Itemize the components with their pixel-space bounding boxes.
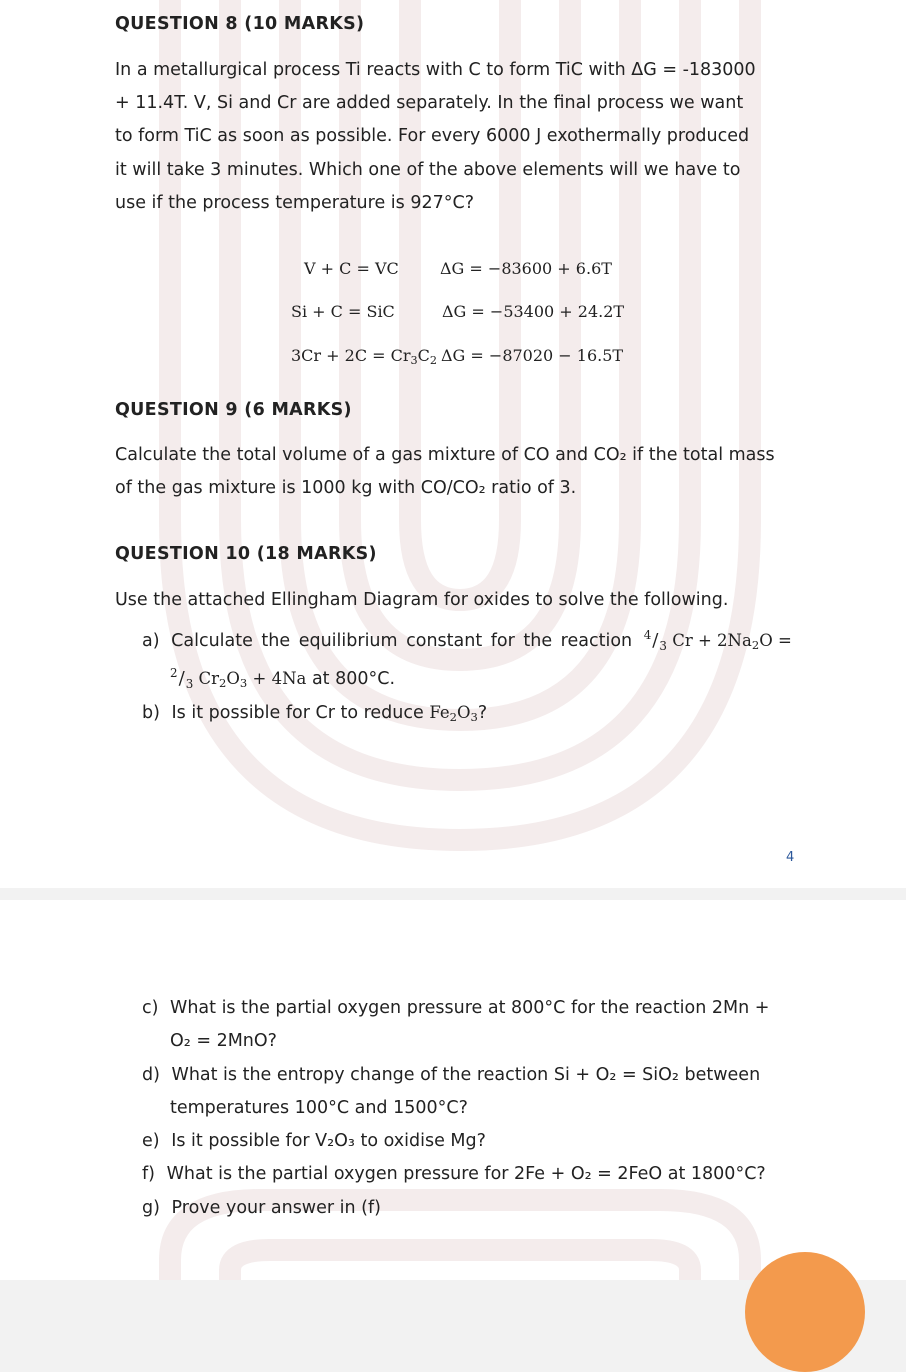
q10-part-a-cont (170, 657, 395, 701)
eq-part-5: + 4Na (252, 669, 307, 688)
part-d-label: d) (142, 1065, 160, 1085)
q8-line-4: it will take 3 minutes. Which one of the above elements will we have to (115, 159, 741, 180)
part-f-label: f) (142, 1164, 155, 1184)
part-e-text: Is it possible for V₂O₃ to oxidise Mg? (171, 1131, 486, 1151)
q9-line-1: Calculate the total volume of a gas mixture of CO and CO₂ if the total mass (115, 445, 775, 465)
q10-part-f (142, 1158, 766, 1191)
page-number: 4 (786, 850, 795, 865)
eq-sub-2b: 2 (219, 676, 227, 690)
fe-sub: 2 (449, 710, 458, 724)
q10-part-d (142, 1059, 760, 1092)
equation-3-delta-g: ΔG = −87020 − 16.5T (441, 346, 624, 365)
o-sub: 3 (470, 710, 478, 724)
part-a-tail: at 800°C. (311, 669, 396, 689)
part-c-label: c) (142, 998, 159, 1018)
part-c-line-2: O₂ = 2MnO? (170, 1031, 277, 1051)
eq3-part-b: C (417, 346, 430, 365)
q8-line-5: use if the process temperature is 927°C? (115, 192, 474, 213)
equation-3-reaction (291, 346, 437, 365)
part-b-text: Is it possible for Cr to reduce (171, 703, 424, 723)
frac1-num: 4 (643, 628, 652, 642)
question-8-body (115, 54, 805, 220)
eq-sub-2: 2 (751, 638, 760, 652)
part-f-text: What is the partial oxygen pressure for 2Fe + O₂ = 2FeO at 1800°C? (166, 1164, 766, 1184)
q10-part-g (142, 1192, 381, 1225)
q10-intro: Use the attached Ellingham Diagram for oxides to solve the following. (115, 590, 729, 610)
part-b-formula (429, 703, 478, 722)
question-mark: ? (477, 703, 488, 723)
eq3-subscript-1: 3 (410, 354, 418, 367)
eq3-part-a: 3Cr + 2C = Cr (291, 346, 411, 365)
fe: Fe (429, 703, 450, 722)
frac2-den: 3 (185, 677, 194, 691)
q9-line-2: of the gas mixture is 1000 kg with CO/CO₂ ratio of 3. (115, 478, 577, 499)
frac2-num: 2 (170, 666, 178, 680)
equation-2-reaction: Si + C = SiC (291, 302, 395, 321)
q10-part-e (142, 1125, 486, 1158)
part-g-text: Prove your answer in (f) (171, 1198, 381, 1218)
eq-part-1: Cr + 2Na (672, 631, 752, 650)
part-a-label: a) (142, 631, 160, 651)
eq-part-2: O = (759, 631, 792, 650)
question-8-heading: QUESTION 8 (10 MARKS) (115, 14, 365, 34)
eq3-subscript-2: 2 (429, 354, 438, 367)
part-b-label: b) (142, 703, 160, 723)
equation-1-delta-g: ΔG = −83600 + 6.6T (440, 259, 612, 278)
q8-line-1: In a metallurgical process Ti reacts with C to form TiC with ΔG = -183000 (115, 60, 756, 80)
part-d-line-1: What is the entropy change of the reaction Si + O₂ = SiO₂ between (171, 1065, 761, 1085)
question-9-heading: QUESTION 9 (6 MARKS) (115, 400, 352, 420)
part-e-label: e) (142, 1131, 160, 1151)
question-10-heading: QUESTION 10 (18 MARKS) (115, 544, 377, 564)
eq-part-4: O (226, 669, 240, 688)
question-9-body (115, 439, 805, 505)
part-d-line-2: temperatures 100°C and 1500°C? (170, 1098, 468, 1118)
part-a-equation: $^4/_3$ $Cr + 2Na_2O$ = (643, 628, 792, 653)
eq-part-3: Cr (198, 669, 220, 688)
part-a-text: Calculate the equilibrium constant for the reaction (171, 631, 633, 651)
q8-line-3: to form TiC as soon as possible. For every 6000 J exothermally produced (115, 126, 750, 147)
frac1-den: 3 (659, 639, 667, 653)
eq-sub-3: 3 (239, 676, 248, 690)
part-a-equation-cont: $^2/_3$ $Cr_2O_3 + 4Na$ (170, 666, 307, 691)
q10-part-c (142, 992, 769, 1025)
equation-2-delta-g: ΔG = −53400 + 24.2T (442, 302, 625, 321)
o: O (457, 703, 471, 722)
part-c-line-1: What is the partial oxygen pressure at 800°C for the reaction 2Mn + (170, 998, 770, 1018)
equation-1-reaction: V + C = VC (304, 259, 399, 278)
orange-circle-decoration (745, 1252, 865, 1372)
q10-part-b (142, 696, 487, 730)
document-page-2 (0, 900, 906, 1280)
part-g-label: g) (142, 1198, 160, 1218)
q8-line-2: + 11.4T. V, Si and Cr are added separately. In the final process we want (115, 93, 744, 114)
